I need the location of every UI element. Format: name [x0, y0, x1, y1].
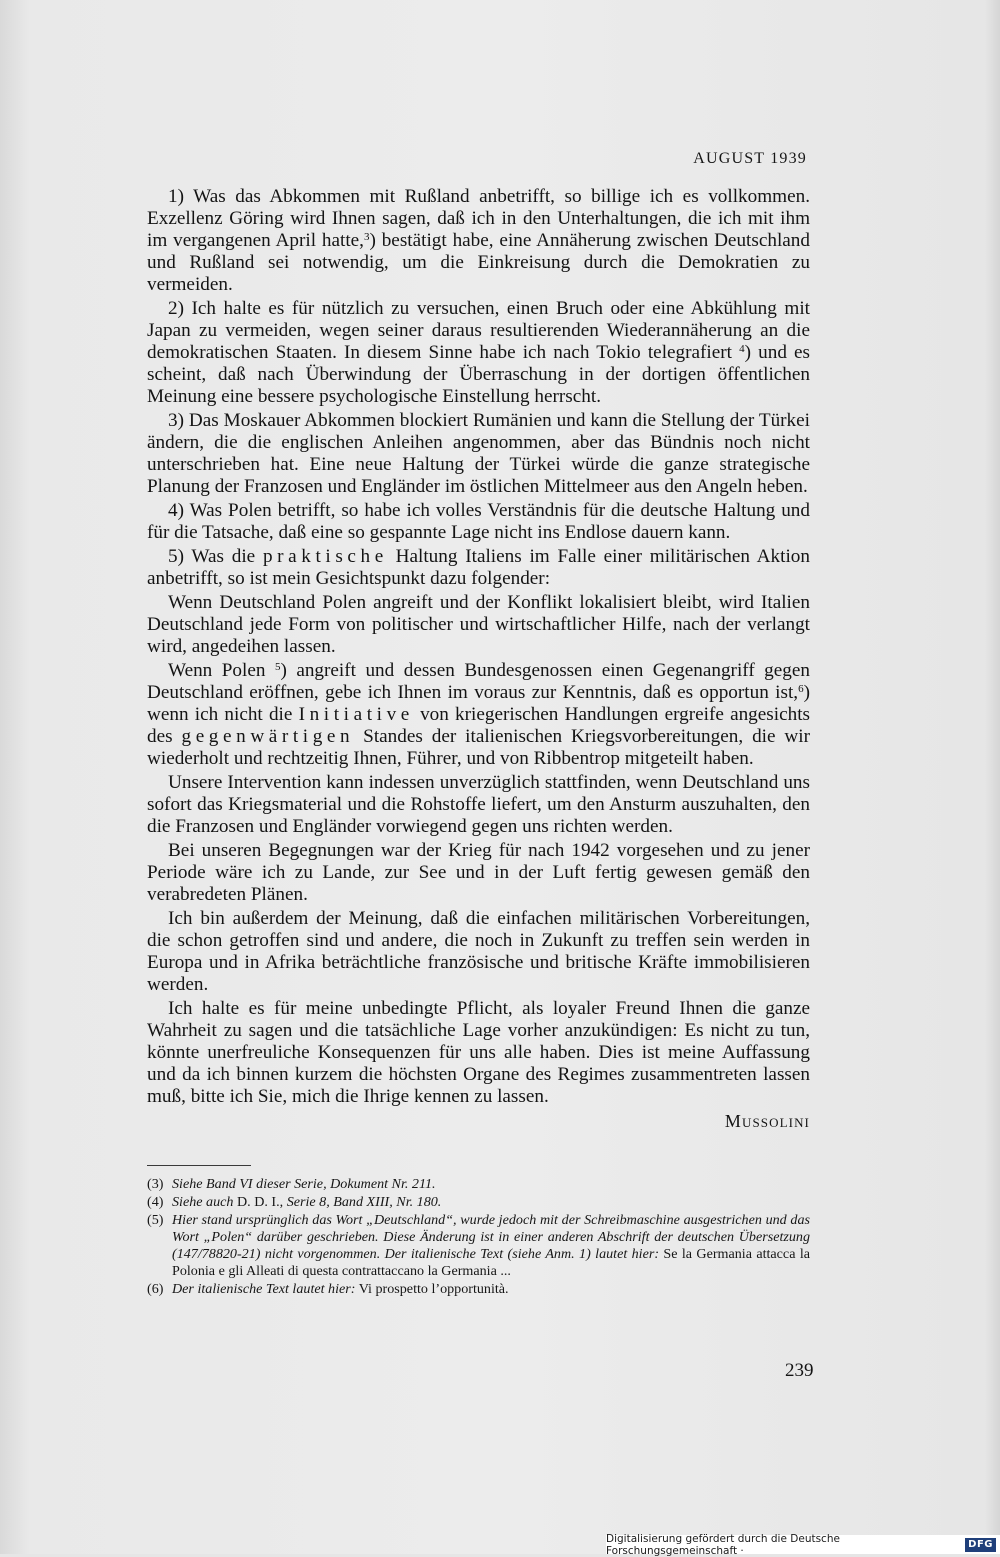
text-run: Standes der italienischen Kriegsvorbereitungen, die wir wiederholt und rechtzeitig Ihnen, Führer, und von Ribbentrop mitgeteilt haben.: [147, 726, 810, 769]
text-run: 2) Ich halte es für nützlich zu versuchen, einen Bruch oder eine Abkühlung mit Japan zu vermeiden, wegen seiner daraus resultierenden Wiederannäherung an die demokratischen Staaten. In diesem Sinne habe ich nach Tokio telegrafiert: [147, 298, 810, 363]
page-number: 239: [785, 1360, 814, 1381]
footnote-text: [172, 1176, 810, 1193]
footnote-text: [172, 1194, 810, 1211]
paragraph-6: Wenn Deutschland Polen angreift und der Konflikt lokalisiert bleibt, wird Italien Deutschland jede Form von politischer und wirtschaftlicher Hilfe, nach der verlangt wird, angedeihen lassen.: [147, 592, 810, 657]
footnotes: [147, 1176, 810, 1299]
paragraph-4: 4) Was Polen betrifft, so habe ich volles Verständnis für die deutsche Haltung und für die Tatsache, daß eine so gespannte Lage nicht ins Endlose dauern kann.: [147, 500, 810, 543]
paragraph-5: [147, 546, 810, 590]
footnote: [147, 1176, 810, 1193]
paragraph-8: Unsere Intervention kann indessen unverzüglich stattfinden, wenn Deutschland uns sofort das Kriegsmaterial und die Rohstoffe liefert, um den Ansturm auszuhalten, den die Franzosen und Engländer vorwiegend gegen uns richten werden.: [147, 772, 810, 837]
footnote-ref: 4: [739, 343, 745, 355]
footnote-roman: D. D. I.,: [233, 1194, 287, 1210]
spaced-emphasis: praktische: [262, 546, 388, 567]
footnote-number: (4): [147, 1194, 164, 1210]
spaced-emphasis: gegenwärtigen: [181, 726, 355, 747]
footnote: [147, 1281, 810, 1298]
text-run: ) angreift und dessen Bundesgenossen einen Gegenangriff gegen Deutschland eröffnen, gebe ich Ihnen im voraus zur Kenntnis, daß es opportun ist,: [147, 660, 810, 703]
footnote: [147, 1194, 810, 1211]
text-run: ) und es scheint, daß nach Überwindung der Überraschung in der dortigen öffentlichen Meinung eine bessere psychologische Einstellung herrscht.: [147, 342, 811, 407]
footnote-ref: 6: [798, 683, 804, 695]
footnote-italic: Siehe auch: [172, 1194, 234, 1210]
footnote-italic: Serie 8, Band XIII, Nr. 180.: [286, 1194, 442, 1210]
footnote-ref: 3: [363, 231, 370, 243]
running-head: AUGUST 1939: [693, 150, 807, 167]
footnote-number: (6): [147, 1281, 164, 1297]
letter-body: [147, 186, 810, 1134]
paragraph-3: 3) Das Moskauer Abkommen blockiert Rumänien und kann die Stellung der Türkei ändern, die die englischen Anleihen angenommen, aber das Bündnis noch nicht unterschrieben hat. Eine neue Haltung der Türkei würde die ganze strategische Planung der Franzosen und Engländer im östlichen Mittelmeer aus den Angeln heben.: [147, 410, 810, 497]
dfg-logo-icon[interactable]: DFG: [965, 1538, 996, 1552]
footnote-roman: Se la Germania attacca la Polonia e gli Alleati di questa contrattaccano la Germania ...: [172, 1246, 810, 1279]
text-run: 1) Was das Abkommen mit Rußland anbetrifft, so billige ich es vollkommen. Exzellenz Göring wird Ihnen sagen, daß ich in den Unterhaltungen, die ich mit ihm im vergangenen April hatte,: [147, 186, 810, 251]
paragraph-7: [147, 660, 810, 770]
text-run: 5) Was die: [168, 546, 263, 567]
footnote-number: (3): [147, 1176, 164, 1192]
footnote-italic: Der italienische Text lautet hier:: [172, 1281, 356, 1297]
footnote-text: [172, 1212, 810, 1280]
text-run: Haltung Italiens im Falle einer militärischen Aktion anbetrifft, so ist mein Gesichtspunkt dazu folgender:: [147, 546, 810, 589]
footnote-text: [172, 1281, 810, 1298]
footnote-italic: Siehe Band VI dieser Serie, Dokument Nr. 211.: [172, 1176, 436, 1192]
paragraph-9: Bei unseren Begegnungen war der Krieg für nach 1942 vorgesehen und zu jener Periode wäre ich zu Lande, zur See und in der Luft fertig gewesen gemäß den verabredeten Plänen.: [147, 840, 810, 905]
text-run: Wenn Polen: [168, 660, 275, 681]
text-run: ) wenn ich nicht die: [147, 682, 810, 725]
footnote-roman: Vi prospetto l’opportunità.: [355, 1281, 509, 1297]
footnote-italic: Hier stand ursprünglich das Wort „Deutschland“, wurde jedoch mit der Schreibmaschine ausgestrichen und das Wort „Polen“ darüber geschrieben. Diese Änderung ist in einer anderen Abschrift der deutschen Übersetzung (147/78820-21) nicht vorgenommen. Der italienische Text (siehe Anm. 1) lautet hier:: [172, 1212, 810, 1262]
footnote: [147, 1212, 810, 1280]
paragraph-2: [147, 298, 810, 408]
paragraph-1: [147, 186, 810, 296]
signature: Mussolini: [724, 1111, 810, 1131]
footer-text: Digitalisierung gefördert durch die Deutsche Forschungsgemeinschaft ·: [606, 1532, 840, 1557]
footnote-ref: 5: [274, 661, 281, 673]
paragraph-10: Ich bin außerdem der Meinung, daß die einfachen militärischen Vorbereitungen, die schon getroffen sind und andere, die noch in Zukunft zu treffen sein werden in Europa und in Afrika beträchtliche französische und britische Kräfte immobilisieren werden.: [147, 908, 810, 995]
text-run: von kriegerischen Handlungen ergreife angesichts des: [147, 704, 810, 747]
spaced-emphasis: Initiative: [298, 704, 414, 725]
text-run: ) bestätigt habe, eine Annäherung zwischen Deutschland und Rußland sei notwendig, um die Einkreisung durch die Demokratien zu vermeiden.: [147, 230, 810, 295]
digitization-footer: [606, 1532, 1000, 1557]
footnote-number: (5): [147, 1212, 164, 1228]
footnote-rule: [147, 1165, 251, 1166]
paragraph-11: Ich halte es für meine unbedingte Pflicht, als loyaler Freund Ihnen die ganze Wahrheit zu sagen und die tatsächliche Lage vorher anzukündigen: Es nicht zu tun, könnte unerfreuliche Konsequenzen für uns alle haben. Dies ist meine Auffassung und da ich binnen kurzem die höchsten Organe des Regimes zusammentreten lassen muß, bitte ich Sie, mich die Ihrige kennen zu lassen.: [147, 998, 810, 1107]
